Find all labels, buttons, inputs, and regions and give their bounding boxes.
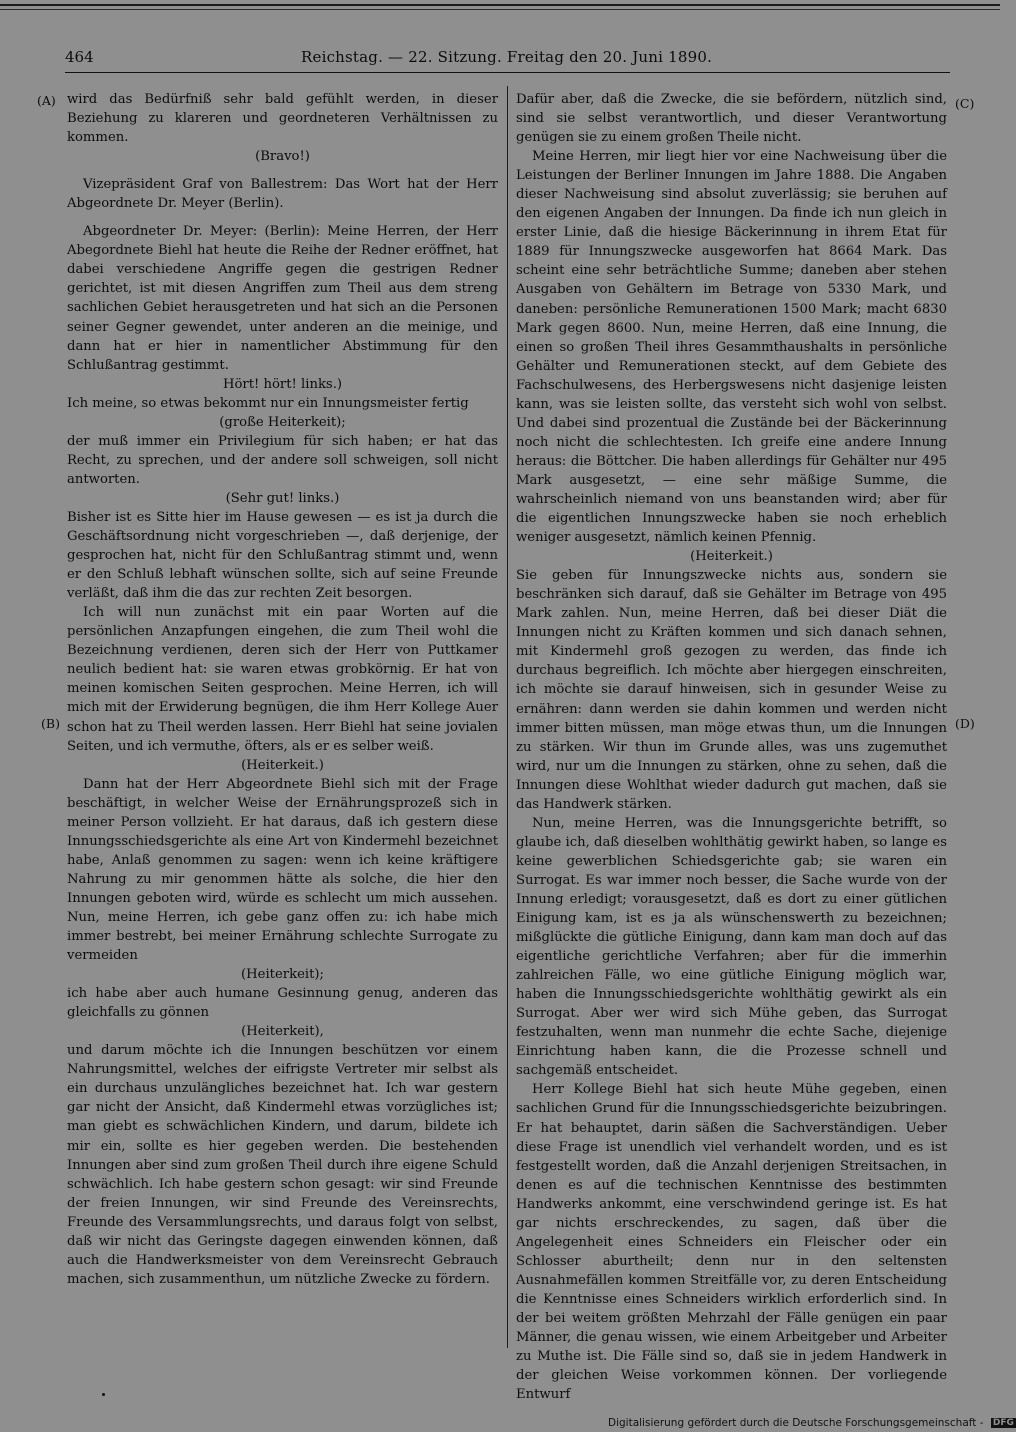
paragraph: Dafür aber, daß die Zwecke, die sie befördern, nützlich sind, sind sie selbst verantwortlich, und dieser Verantwortung genügen sie zu einem großen Theile nicht. [516, 92, 947, 146]
paragraph: Dann hat der Herr Abgeordnete Biehl sich mit der Frage beschäftigt, in welcher Weise der Ernährungsprozeß sich in meiner Person vollzieht. Er hat daraus, daß ich gestern diese Innungsschiedsgerichte als eine Art von Kindermehl bezeichnet habe, Anlaß genommen zu sagen: wenn ich keine kräftigere Nahrung zu mir genommen hätte als solche, die hier den Innungen geboten wird, würde es schlecht um mich aussehen. Nun, meine Herren, ich gebe ganz offen zu: ich habe mich immer bestrebt, bei meiner Ernährung schlechte Surrogate zu vermeiden [67, 776, 498, 964]
paragraph: Sie geben für Innungszwecke nichts aus, sondern sie beschränken sich darauf, daß sie Gehälter im Betrage von 495 Mark zahlen. Nun, meine Herren, daß bei dieser Diät die Innungen nicht zu Kräften kommen und sich danach sehnen, mit Kindermehl groß gezogen zu werden, das finde ich durchaus begreiflich. Ich möchte aber hiergegen einschreiten, ich möchte sie darauf hinweisen, sich in gesunder Weise zu ernähren: dann werden sie dahin kommen und werden nicht immer bitten müssen, man möge etwas thun, um die Innungen zu stärken. Wir thun im Grunde alles, was uns zugemuthet wird, nur um die Innungen zu stärken, ohne zu sehen, daß die Innungen diese Wohlthat wieder dadurch gut machen, daß sie das Handwerk stärken. [516, 568, 947, 812]
running-title: Reichstag. — 22. Sitzung. Freitag den 20. Juni 1890. [301, 48, 713, 66]
column-divider [507, 86, 508, 1348]
print-speck [102, 1393, 105, 1396]
paragraph: der muß immer ein Privilegium für sich haben; er hat das Recht, zu sprechen, und der andere soll schweigen, soll nicht antworten. [67, 433, 498, 487]
paragraph: Ich meine, so etwas bekommt nur ein Innungsmeister fertig [67, 395, 469, 411]
paragraph: Meine Herren, mir liegt hier vor eine Nachweisung über die Leistungen der Berliner Innungen im Jahre 1888. Die Angaben dieser Nachweisung sind absolut zuverlässig; sie beruhen auf den eigenen Angaben der Innungen. Da finde ich nun gleich in erster Linie, daß die hiesige Bäckerinnung in ihrem Etat für 1889 für Innungszwecke ausgeworfen hat 8664 Mark. Das scheint eine sehr beträchtliche Summe; daneben aber stehen Ausgaben von Gehältern im Betrage von 5330 Mark, und daneben: persönliche Remunerationen 1500 Mark; macht 6830 Mark gegen 8600. Nun, meine Herren, daß eine Innung, die einen so großen Theil ihres Gesammthaushalts in persönliche Gehälter und Remunerationen steckt, auf dem Gebiete des Fachschulwesens, des Herbergswesens nicht dasjenige leisten kann, was sie leisten sollte, das versteht sich wohl von selbst. Und dabei sind prozentual die Zustände bei der Bäckerinnung noch nicht die schlechtesten. Ich greife eine andere Innung heraus: die Böttcher. Die haben allerdings für Gehälter nur 495 Mark ausgesetzt, — eine sehr mäßige Summe, die wahrscheinlich niemand von uns beanstanden wird; aber für die eigentlichen Innungszwecke haben sie noch erheblich weniger ausgesetzt, nämlich keinen Pfennig. [516, 149, 947, 546]
margin-marker-a: (A) [37, 93, 56, 108]
margin-marker-c: (C) [955, 96, 975, 111]
interjection: (große Heiterkeit); [219, 414, 346, 430]
dfg-logo: DFG [992, 1418, 1014, 1428]
left-column [67, 90, 498, 1289]
margin-marker-d: (D) [955, 716, 975, 731]
footer-credit: Digitalisierung gefördert durch die Deutsche Forschungsgemeinschaft - [608, 1417, 984, 1429]
margin-marker-b: (B) [41, 716, 60, 731]
interjection: (Sehr gut! links.) [225, 490, 340, 506]
paragraph: ich habe aber auch humane Gesinnung genug, anderen das gleichfalls zu gönnen [67, 986, 498, 1021]
page-header [65, 48, 950, 70]
interjection: (Heiterkeit); [241, 967, 324, 983]
top-border-rule [0, 4, 1000, 6]
speaker-paragraph: Abgeordneter Dr. Meyer: (Berlin): Meine Herren, der Herr Abegordnete Biehl hat heute die Reihe der Redner eröffnet, hat dabei verschiedene Angriffe gegen die gestrigen Redner gerichtet, ist mit diesen Angriffen zum Theil aus dem streng sachlichen Gebiet herausgetreten und hat sich an die Personen seiner Gegner gewendet, unter anderen an die meinige, und dann hat er hier in namentlicher Abstimmung für den Schlußantrag gestimmt. [67, 224, 498, 373]
right-column [516, 90, 947, 1404]
interjection: (Heiterkeit), [241, 1024, 324, 1040]
paragraph: und darum möchte ich die Innungen beschützen vor einem Nahrungsmittel, welches der eifrigste Vertreter mir selbst als ein durchaus unzulängliches bezeichnet hat. Ich war gestern gar nicht der Ansicht, daß Kindermehl etwas vorzügliches ist; man giebt es schwächlichen Kindern, und darum, bildete ich mir ein, sollte es hier gegeben werden. Die bestehenden Innungen aber sind zum großen Theil durch ihre eigene Schuld schwächlich. Ich habe gestern schon gesagt: wir sind Freunde der freien Innungen, wir sind Freunde des Vereinsrechts, Freunde des Versammlungsrechts, und daraus folgt von selbst, daß wir nicht das Geringste dagegen einwenden können, daß auch die Handwerksmeister von dem Vereinsrecht Gebrauch machen, sich zusammenthun, um nützliche Zwecke zu fördern. [67, 1043, 498, 1287]
page-footer [608, 1417, 1016, 1429]
top-border-rule-thin [0, 9, 1000, 10]
interjection: Hört! hört! links.) [222, 376, 343, 392]
header-rule [65, 72, 950, 73]
paragraph: Herr Kollege Biehl hat sich heute Mühe gegeben, einen sachlichen Grund für die Innungsschiedsgerichte beizubringen. Er hat behauptet, darin säßen die Sachverständigen. Ueber diese Frage ist unendlich viel verhandelt worden, und es ist festgestellt worden, daß die Anzahl derjenigen Streitsachen, in denen es auf die technischen Kenntnisse des bestimmten Handwerks ankommt, eine verschwindend geringe ist. Es hat gar nichts erschreckendes, zu sagen, daß über die Angelegenheit eines Schneiders ein Fleischer oder ein Schlosser aburtheilt; denn nur in den seltensten Ausnahmefällen kommen Streitfälle vor, zu deren Entscheidung die Kenntnisse eines Schneiders wirklich erforderlich sind. In der bei weitem größten Mehrzahl der Fälle genügen ein paar Männer, die genau wissen, wie einem Arbeitgeber und Arbeiter zu Muthe ist. Die Fälle sind so, daß sie in jedem Handwerk in der gleichen Weise vorkommen können. Der vorliegende Entwurf [516, 1082, 947, 1403]
paragraph: Ich will nun zunächst mit ein paar Worten auf die persönlichen Anzapfungen eingehen, die zum Theil wohl die Bezeichnung verdienen, deren sich der Herr von Puttkamer neulich bedient hat: sie waren etwas grobkörnig. Er hat von meinen komischen Seiten gesprochen. Meine Herren, ich will mich mit der Erwiderung begnügen, die ihm Herr Kollege Auer schon hat zu Theil werden lassen. Herr Biehl hat seine jovialen Seiten, und ich vermuthe, öfters, als er es selber weiß. [67, 605, 498, 754]
interjection: (Bravo!) [255, 149, 310, 165]
page-number: 464 [65, 48, 94, 66]
speaker-paragraph: Vizepräsident Graf von Ballestrem: Das Wort hat der Herr Abgeordnete Dr. Meyer (Berlin). [67, 177, 498, 212]
paragraph: Nun, meine Herren, was die Innungsgerichte betrifft, so glaube ich, daß dieselben wohlthätig gewirkt haben, so lange es keine gewerblichen Schiedsgerichte gab; sie waren ein Surrogat. Es war immer noch besser, die Sache wurde von der Innung erledigt; vorausgesetzt, daß es dort zu einer gütlichen Einigung kam, ist es ja als wünschenswerth zu bezeichnen; mißglückte die gütliche Einigung, dann kam man doch auf das eigentliche gerichtliche Verfahren; aber für die immerhin zahlreichen Fälle, wo eine gütliche Einigung möglich war, haben die Innungsschiedsgerichte wohlthätig gewirkt als ein Surrogat. Aber wer wird sich Mühe geben, das Surrogat festzuhalten, wenn man nunmehr die echte Sache, diejenige Einrichtung haben kann, die die Prozesse schnell und sachgemäß entscheidet. [516, 815, 947, 1079]
paragraph: wird das Bedürfniß sehr bald gefühlt werden, in dieser Beziehung zu klareren und geordneteren Verhältnissen zu kommen. [67, 92, 498, 146]
paragraph: Bisher ist es Sitte hier im Hause gewesen — es ist ja durch die Geschäftsordnung nicht vorgeschrieben —, daß derjenige, der gesprochen hat, nicht für den Schlußantrag stimmt und, wenn er den Schluß lebhaft wünschen sollte, sich auf seine Freunde verläßt, daß ihm die das zur rechten Zeit besorgen. [67, 509, 498, 602]
interjection: (Heiterkeit.) [241, 757, 324, 773]
interjection: (Heiterkeit.) [690, 549, 773, 565]
